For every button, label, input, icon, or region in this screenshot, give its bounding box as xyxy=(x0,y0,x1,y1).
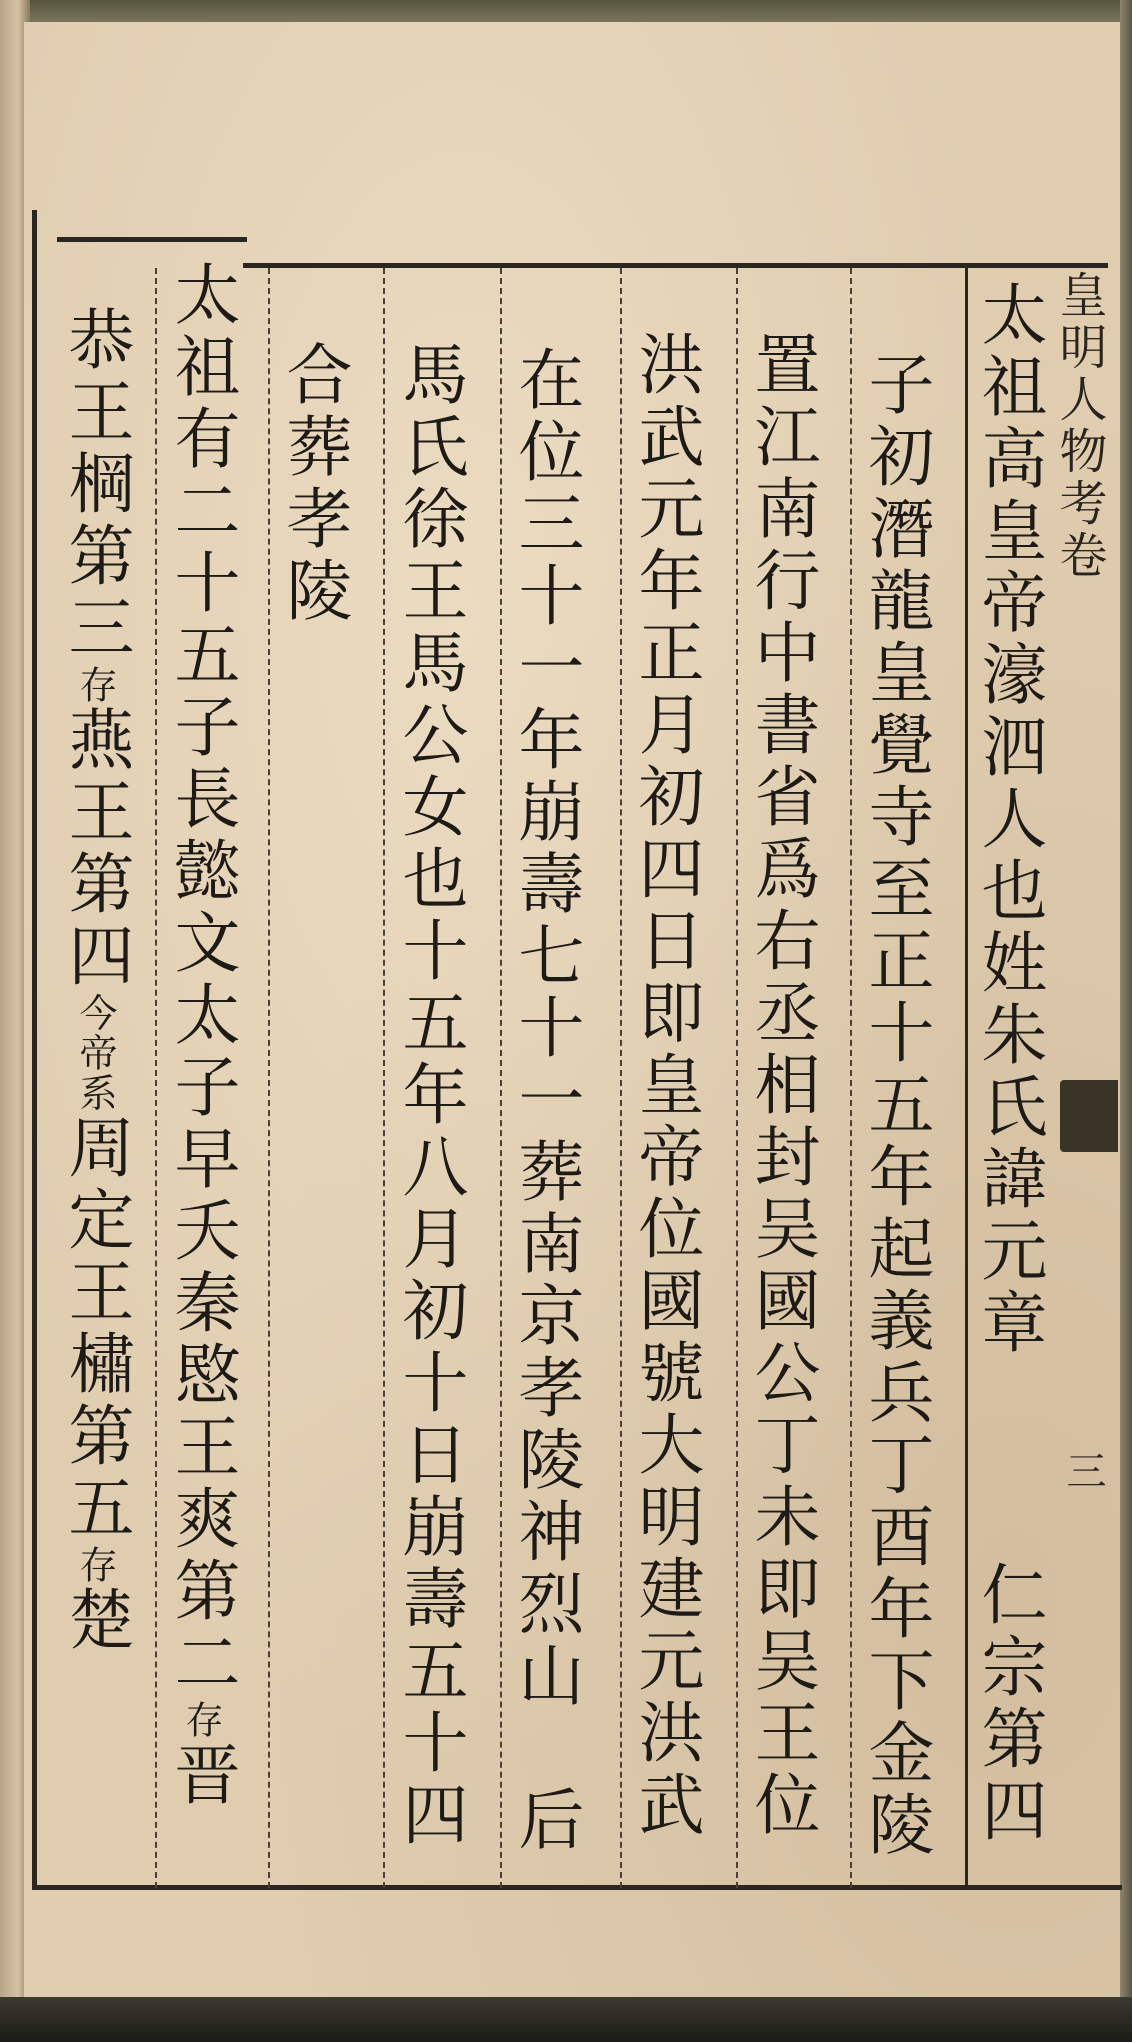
text-column-4 xyxy=(627,330,704,1842)
printed-frame-top xyxy=(243,263,1108,268)
column-main-text: 太祖高皇帝濠泗人也姓朱氏諱元章 xyxy=(970,280,1047,1360)
column-rule xyxy=(965,268,968,1888)
column-main-text: 太祖有二十五子長懿文太子早夭秦愍王爽第二 xyxy=(163,260,240,1700)
column-rule xyxy=(736,268,738,1888)
column-main-text: 合葬孝陵 xyxy=(275,340,352,628)
book-bottom-edge xyxy=(0,1997,1132,2042)
margin-page-number: 三 xyxy=(1060,1450,1106,1490)
book-top-edge xyxy=(0,0,1132,22)
column-main-text: 馬氏徐王馬公女也十五年八月初十日崩壽五十四 xyxy=(391,340,468,1852)
column-annotation: 存 xyxy=(73,665,117,705)
text-column-7 xyxy=(275,340,352,628)
column-rule xyxy=(500,268,502,1888)
column-main-text: 置江南行中書省爲右丞相封吴國公丁未即吴王位 xyxy=(743,330,820,1842)
text-column-5 xyxy=(507,345,584,1857)
column-rule xyxy=(620,268,622,1888)
column-rule xyxy=(850,268,852,1888)
column-main-text: 洪武元年正月初四日即皇帝位國號大明建元洪武 xyxy=(627,330,704,1842)
column-annotation: 今帝系 xyxy=(73,993,117,1113)
column-main-text: 恭王棡第三 xyxy=(57,305,134,665)
column-tail-text: 仁宗第四 xyxy=(970,1560,1047,1848)
column-rule xyxy=(383,268,385,1888)
text-column-2 xyxy=(857,350,934,1862)
text-column-6 xyxy=(391,340,468,1852)
printed-frame-top-left xyxy=(57,237,247,242)
text-column-3 xyxy=(743,330,820,1842)
fish-tail-mark xyxy=(1060,1080,1118,1152)
column-tail-text: 晋 xyxy=(163,1740,240,1812)
column-tail-text: 楚 xyxy=(57,1585,134,1657)
column-annotation: 存 xyxy=(179,1700,223,1740)
column-rule xyxy=(268,268,270,1888)
text-column-1-tail xyxy=(970,1560,1047,1848)
column-rule xyxy=(155,268,157,1888)
column-annotation: 存 xyxy=(73,1545,117,1585)
column-main-text: 周定王橚第五 xyxy=(57,1113,134,1545)
text-column-9 xyxy=(57,305,134,1657)
column-main-text: 在位三十一年崩壽七十一葬南京孝陵神烈山 后 xyxy=(507,345,584,1857)
text-column-1 xyxy=(970,280,1047,1360)
margin-title: 皇明人物考卷 xyxy=(1051,270,1107,582)
column-main-text: 子初潛龍皇覺寺至正十五年起義兵丁酉年下金陵 xyxy=(857,350,934,1862)
text-column-8 xyxy=(163,260,240,1812)
column-main-text: 燕王第四 xyxy=(57,705,134,993)
